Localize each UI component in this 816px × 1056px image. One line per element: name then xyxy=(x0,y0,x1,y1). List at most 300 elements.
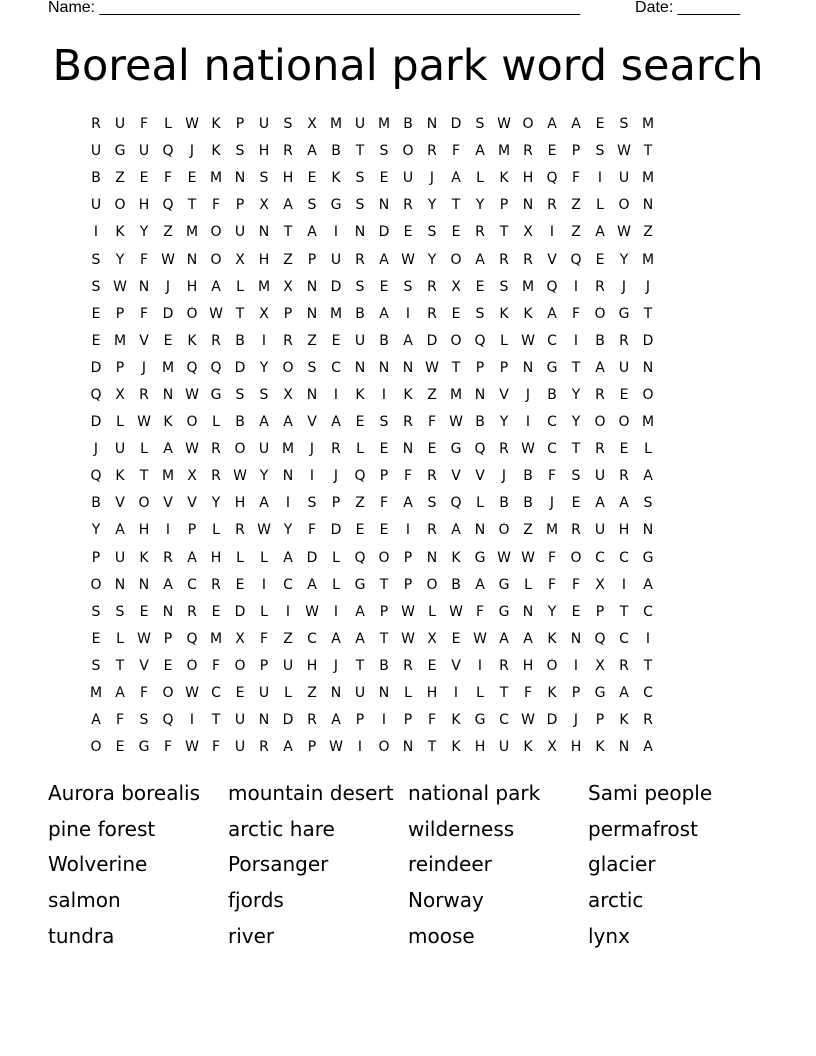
grid-letter: S xyxy=(235,386,245,403)
grid-letter: T xyxy=(187,197,197,214)
grid-letter: O xyxy=(234,441,246,458)
grid-letter: Z xyxy=(571,197,581,214)
grid-letter: J xyxy=(333,657,339,674)
grid-letter: N xyxy=(642,522,654,539)
grid-letter: O xyxy=(210,251,222,268)
grid-letter: W xyxy=(329,739,343,756)
grid-letter: B xyxy=(403,116,413,133)
grid-letter: I xyxy=(381,386,387,403)
word-list-item: salmon xyxy=(48,888,121,913)
grid-letter: W xyxy=(425,359,439,376)
grid-letter: Q xyxy=(546,278,558,295)
grid-letter: S xyxy=(379,414,389,431)
grid-letter: J xyxy=(141,359,147,376)
grid-letter: C xyxy=(547,414,557,431)
header xyxy=(48,0,740,20)
grid-letter: R xyxy=(259,739,269,756)
grid-letter: M xyxy=(449,386,463,403)
grid-letter: G xyxy=(330,197,342,214)
grid-letter: S xyxy=(139,712,149,729)
grid-letter: U xyxy=(618,170,630,187)
grid-letter: W xyxy=(617,143,631,160)
grid-row xyxy=(84,219,732,246)
grid-letter: A xyxy=(619,685,629,702)
grid-letter: E xyxy=(163,332,173,349)
grid-letter: C xyxy=(307,630,317,647)
word-list-item: Aurora borealis xyxy=(48,781,201,806)
grid-letter: L xyxy=(212,522,220,539)
grid-letter: U xyxy=(258,685,270,702)
grid-letter: T xyxy=(571,359,581,376)
word-list-row xyxy=(48,847,768,883)
word-list-item: Wolverine xyxy=(48,852,148,877)
grid-letter: F xyxy=(115,712,125,729)
grid-letter: J xyxy=(525,386,531,403)
grid-letter: V xyxy=(547,251,557,268)
grid-letter: T xyxy=(451,359,461,376)
grid-letter: U xyxy=(354,116,366,133)
grid-letter: X xyxy=(595,657,605,674)
word-list-item: moose xyxy=(408,923,475,948)
grid-letter: H xyxy=(474,739,486,756)
grid-letter: O xyxy=(426,576,438,593)
grid-letter: I xyxy=(189,712,195,729)
grid-letter: R xyxy=(427,305,437,322)
grid-letter: L xyxy=(524,576,532,593)
grid-letter: M xyxy=(641,414,655,431)
grid-letter: U xyxy=(234,712,246,729)
grid-letter: W xyxy=(521,549,535,566)
word-list-row xyxy=(48,918,768,954)
grid-letter: I xyxy=(405,522,411,539)
grid-letter: G xyxy=(642,549,654,566)
grid-letter: F xyxy=(451,143,461,160)
grid-letter: N xyxy=(474,386,486,403)
grid-letter: F xyxy=(571,170,581,187)
grid-letter: O xyxy=(114,197,126,214)
grid-letter: Q xyxy=(546,170,558,187)
grid-letter: Y xyxy=(547,603,557,620)
grid-letter: E xyxy=(91,332,101,349)
grid-letter: Q xyxy=(162,143,174,160)
grid-letter: G xyxy=(618,305,630,322)
grid-letter: L xyxy=(596,197,604,214)
grid-letter: Q xyxy=(354,468,366,485)
grid-letter: N xyxy=(426,549,438,566)
grid-letter: I xyxy=(381,712,387,729)
grid-letter: K xyxy=(115,468,125,485)
word-list-item: arctic hare xyxy=(228,816,335,841)
grid-letter: S xyxy=(427,495,437,512)
grid-letter: Q xyxy=(594,630,606,647)
grid-letter: O xyxy=(138,495,150,512)
date-field-label: Date: _______ xyxy=(635,0,740,16)
grid-letter: L xyxy=(164,116,172,133)
grid-letter: R xyxy=(211,332,221,349)
grid-letter: E xyxy=(427,441,437,458)
grid-row xyxy=(84,545,732,572)
grid-letter: C xyxy=(331,359,341,376)
grid-letter: A xyxy=(451,522,461,539)
grid-letter: U xyxy=(114,549,126,566)
grid-letter: A xyxy=(643,739,653,756)
grid-letter: U xyxy=(234,739,246,756)
grid-letter: R xyxy=(523,143,533,160)
grid-letter: O xyxy=(378,549,390,566)
grid-letter: L xyxy=(212,414,220,431)
grid-letter: E xyxy=(427,657,437,674)
grid-letter: A xyxy=(379,251,389,268)
grid-letter: I xyxy=(477,657,483,674)
grid-row xyxy=(84,111,732,138)
grid-letter: Q xyxy=(90,468,102,485)
grid-letter: D xyxy=(234,359,246,376)
grid-letter: U xyxy=(354,332,366,349)
grid-letter: K xyxy=(355,386,365,403)
grid-letter: E xyxy=(547,143,557,160)
grid-letter: A xyxy=(547,305,557,322)
word-list-item: permafrost xyxy=(588,816,698,841)
grid-letter: S xyxy=(427,224,437,241)
grid-letter: F xyxy=(571,576,581,593)
grid-letter: I xyxy=(453,685,459,702)
grid-letter: W xyxy=(521,441,535,458)
grid-letter: W xyxy=(401,630,415,647)
grid-row xyxy=(84,572,732,599)
grid-letter: R xyxy=(619,657,629,674)
grid-letter: M xyxy=(497,143,511,160)
grid-letter: O xyxy=(210,224,222,241)
grid-letter: O xyxy=(618,197,630,214)
grid-letter: A xyxy=(331,630,341,647)
grid-letter: A xyxy=(211,278,221,295)
grid-letter: Y xyxy=(475,197,485,214)
grid-letter: N xyxy=(522,603,534,620)
grid-letter: R xyxy=(211,468,221,485)
grid-letter: B xyxy=(379,332,389,349)
grid-letter: R xyxy=(91,116,101,133)
grid-letter: H xyxy=(618,522,630,539)
word-list-row xyxy=(48,883,768,919)
grid-letter: R xyxy=(619,332,629,349)
word-list-item: reindeer xyxy=(408,852,492,877)
grid-letter: A xyxy=(259,414,269,431)
grid-letter: Q xyxy=(210,359,222,376)
grid-letter: S xyxy=(283,116,293,133)
grid-letter: I xyxy=(333,386,339,403)
word-list xyxy=(48,776,768,954)
grid-letter: B xyxy=(235,414,245,431)
word-list-item: fjords xyxy=(228,888,284,913)
grid-letter: S xyxy=(259,170,269,187)
grid-letter: X xyxy=(259,197,269,214)
grid-letter: F xyxy=(307,522,317,539)
grid-letter: S xyxy=(307,359,317,376)
grid-letter: A xyxy=(523,630,533,647)
grid-letter: G xyxy=(114,143,126,160)
grid-letter: Z xyxy=(427,386,437,403)
grid-letter: A xyxy=(475,576,485,593)
grid-letter: Y xyxy=(91,522,101,539)
page-title: Boreal national park word search xyxy=(52,41,764,91)
grid-letter: R xyxy=(211,441,221,458)
grid-letter: O xyxy=(450,251,462,268)
grid-letter: R xyxy=(427,278,437,295)
grid-letter: A xyxy=(307,576,317,593)
grid-letter: L xyxy=(476,685,484,702)
grid-letter: A xyxy=(163,441,173,458)
grid-letter: I xyxy=(573,332,579,349)
grid-letter: K xyxy=(499,170,509,187)
grid-letter: G xyxy=(210,386,222,403)
grid-letter: Y xyxy=(211,495,221,512)
grid-letter: M xyxy=(545,522,559,539)
grid-letter: P xyxy=(235,116,245,133)
word-list-item: lynx xyxy=(588,923,630,948)
grid-letter: R xyxy=(139,386,149,403)
grid-letter: R xyxy=(187,603,197,620)
grid-letter: M xyxy=(329,116,343,133)
grid-letter: A xyxy=(595,495,605,512)
grid-letter: Y xyxy=(427,197,437,214)
grid-letter: W xyxy=(161,251,175,268)
grid-letter: J xyxy=(93,441,99,458)
grid-letter: R xyxy=(403,657,413,674)
grid-letter: V xyxy=(499,386,509,403)
grid-letter: U xyxy=(90,197,102,214)
grid-letter: A xyxy=(571,116,581,133)
grid-letter: N xyxy=(378,197,390,214)
grid-letter: T xyxy=(643,143,653,160)
grid-letter: L xyxy=(236,549,244,566)
grid-letter: W xyxy=(113,278,127,295)
grid-letter: F xyxy=(547,549,557,566)
grid-letter: L xyxy=(260,549,268,566)
grid-letter: R xyxy=(307,712,317,729)
grid-letter: V xyxy=(163,495,173,512)
grid-letter: N xyxy=(354,224,366,241)
grid-letter: W xyxy=(449,603,463,620)
grid-letter: S xyxy=(259,386,269,403)
grid-letter: V xyxy=(451,657,461,674)
grid-letter: O xyxy=(642,386,654,403)
grid-letter: S xyxy=(307,197,317,214)
grid-letter: P xyxy=(187,522,197,539)
grid-letter: C xyxy=(619,549,629,566)
grid-letter: I xyxy=(357,739,363,756)
grid-letter: W xyxy=(305,603,319,620)
grid-row xyxy=(84,328,732,355)
grid-letter: K xyxy=(115,224,125,241)
grid-letter: P xyxy=(331,495,341,512)
grid-letter: A xyxy=(619,495,629,512)
grid-letter: V xyxy=(475,468,485,485)
grid-letter: B xyxy=(331,143,341,160)
grid-letter: O xyxy=(378,739,390,756)
grid-letter: O xyxy=(546,657,558,674)
grid-letter: V xyxy=(139,657,149,674)
grid-letter: K xyxy=(331,170,341,187)
grid-letter: W xyxy=(449,414,463,431)
grid-letter: L xyxy=(332,576,340,593)
grid-letter: W xyxy=(185,116,199,133)
grid-letter: T xyxy=(619,603,629,620)
grid-letter: N xyxy=(258,224,270,241)
grid-letter: F xyxy=(139,251,149,268)
grid-letter: I xyxy=(597,170,603,187)
grid-letter: F xyxy=(163,170,173,187)
word-list-item: Porsanger xyxy=(228,852,329,877)
grid-letter: A xyxy=(307,224,317,241)
word-list-item: Norway xyxy=(408,888,484,913)
grid-letter: N xyxy=(474,522,486,539)
grid-row xyxy=(84,463,732,490)
grid-letter: A xyxy=(115,685,125,702)
grid-letter: E xyxy=(595,116,605,133)
grid-letter: E xyxy=(571,603,581,620)
grid-letter: E xyxy=(379,522,389,539)
grid-letter: E xyxy=(355,414,365,431)
grid-letter: K xyxy=(211,143,221,160)
grid-letter: Q xyxy=(570,251,582,268)
grid-letter: T xyxy=(427,739,437,756)
grid-letter: L xyxy=(116,630,124,647)
grid-letter: S xyxy=(91,251,101,268)
word-list-item: tundra xyxy=(48,923,115,948)
grid-letter: P xyxy=(91,549,101,566)
word-list-item: river xyxy=(228,923,275,948)
grid-letter: U xyxy=(282,657,294,674)
grid-letter: A xyxy=(259,495,269,512)
grid-letter: Q xyxy=(474,332,486,349)
grid-letter: K xyxy=(451,739,461,756)
grid-letter: Q xyxy=(474,441,486,458)
grid-letter: P xyxy=(595,603,605,620)
grid-letter: A xyxy=(475,251,485,268)
grid-letter: K xyxy=(451,549,461,566)
grid-letter: V xyxy=(115,495,125,512)
grid-letter: U xyxy=(138,143,150,160)
grid-letter: B xyxy=(379,657,389,674)
word-list-item: pine forest xyxy=(48,816,156,841)
grid-letter: S xyxy=(643,495,653,512)
grid-letter: P xyxy=(235,197,245,214)
grid-row xyxy=(84,680,732,707)
grid-letter: L xyxy=(236,278,244,295)
grid-letter: W xyxy=(497,549,511,566)
grid-letter: A xyxy=(283,739,293,756)
grid-letter: B xyxy=(547,386,557,403)
grid-letter: C xyxy=(643,603,653,620)
grid-letter: X xyxy=(235,630,245,647)
grid-letter: F xyxy=(139,116,149,133)
grid-letter: R xyxy=(571,522,581,539)
grid-letter: H xyxy=(426,685,438,702)
grid-letter: G xyxy=(138,739,150,756)
grid-letter: X xyxy=(427,630,437,647)
grid-letter: Z xyxy=(283,251,293,268)
grid-letter: N xyxy=(114,576,126,593)
grid-letter: E xyxy=(475,278,485,295)
word-list-item: mountain desert xyxy=(228,781,394,806)
grid-letter: G xyxy=(498,576,510,593)
grid-letter: A xyxy=(595,359,605,376)
grid-letter: T xyxy=(643,657,653,674)
grid-letter: K xyxy=(451,712,461,729)
grid-letter: Q xyxy=(450,495,462,512)
grid-letter: W xyxy=(521,332,535,349)
grid-letter: I xyxy=(405,305,411,322)
grid-letter: T xyxy=(235,305,245,322)
grid-letter: Y xyxy=(283,522,293,539)
grid-letter: E xyxy=(619,386,629,403)
grid-letter: U xyxy=(498,739,510,756)
grid-letter: C xyxy=(211,685,221,702)
grid-letter: W xyxy=(497,116,511,133)
grid-letter: J xyxy=(645,278,651,295)
grid-letter: F xyxy=(379,495,389,512)
grid-letter: G xyxy=(354,576,366,593)
grid-letter: E xyxy=(379,170,389,187)
grid-letter: W xyxy=(257,522,271,539)
grid-letter: W xyxy=(137,414,151,431)
name-field-label: Name: ______________________________________________________ xyxy=(48,0,581,16)
grid-letter: M xyxy=(377,116,391,133)
grid-letter: D xyxy=(546,712,558,729)
grid-letter: Z xyxy=(115,170,125,187)
grid-letter: H xyxy=(570,739,582,756)
grid-letter: H xyxy=(258,251,270,268)
grid-letter: N xyxy=(138,278,150,295)
grid-letter: E xyxy=(451,630,461,647)
grid-letter: D xyxy=(90,414,102,431)
grid-letter: R xyxy=(235,522,245,539)
grid-letter: X xyxy=(187,468,197,485)
grid-letter: N xyxy=(402,441,414,458)
grid-letter: S xyxy=(379,143,389,160)
grid-letter: L xyxy=(404,685,412,702)
word-list-item: national park xyxy=(408,781,541,806)
grid-letter: K xyxy=(187,332,197,349)
grid-letter: O xyxy=(594,305,606,322)
grid-letter: I xyxy=(573,657,579,674)
grid-letter: I xyxy=(333,603,339,620)
grid-letter: P xyxy=(595,712,605,729)
grid-letter: A xyxy=(163,576,173,593)
grid-letter: I xyxy=(261,332,267,349)
grid-letter: R xyxy=(619,468,629,485)
grid-letter: K xyxy=(211,116,221,133)
grid-letter: B xyxy=(91,495,101,512)
grid-letter: H xyxy=(234,495,246,512)
grid-letter: F xyxy=(259,630,269,647)
grid-letter: U xyxy=(594,468,606,485)
grid-letter: U xyxy=(114,441,126,458)
grid-letter: P xyxy=(259,657,269,674)
grid-letter: V xyxy=(451,468,461,485)
grid-letter: P xyxy=(163,630,173,647)
grid-letter: O xyxy=(186,414,198,431)
grid-letter: L xyxy=(500,332,508,349)
grid-letter: L xyxy=(284,685,292,702)
grid-letter: E xyxy=(571,495,581,512)
grid-letter: R xyxy=(595,278,605,295)
grid-letter: P xyxy=(307,251,317,268)
grid-letter: I xyxy=(165,522,171,539)
grid-letter: I xyxy=(573,278,579,295)
grid-letter: A xyxy=(379,305,389,322)
grid-letter: W xyxy=(185,441,199,458)
